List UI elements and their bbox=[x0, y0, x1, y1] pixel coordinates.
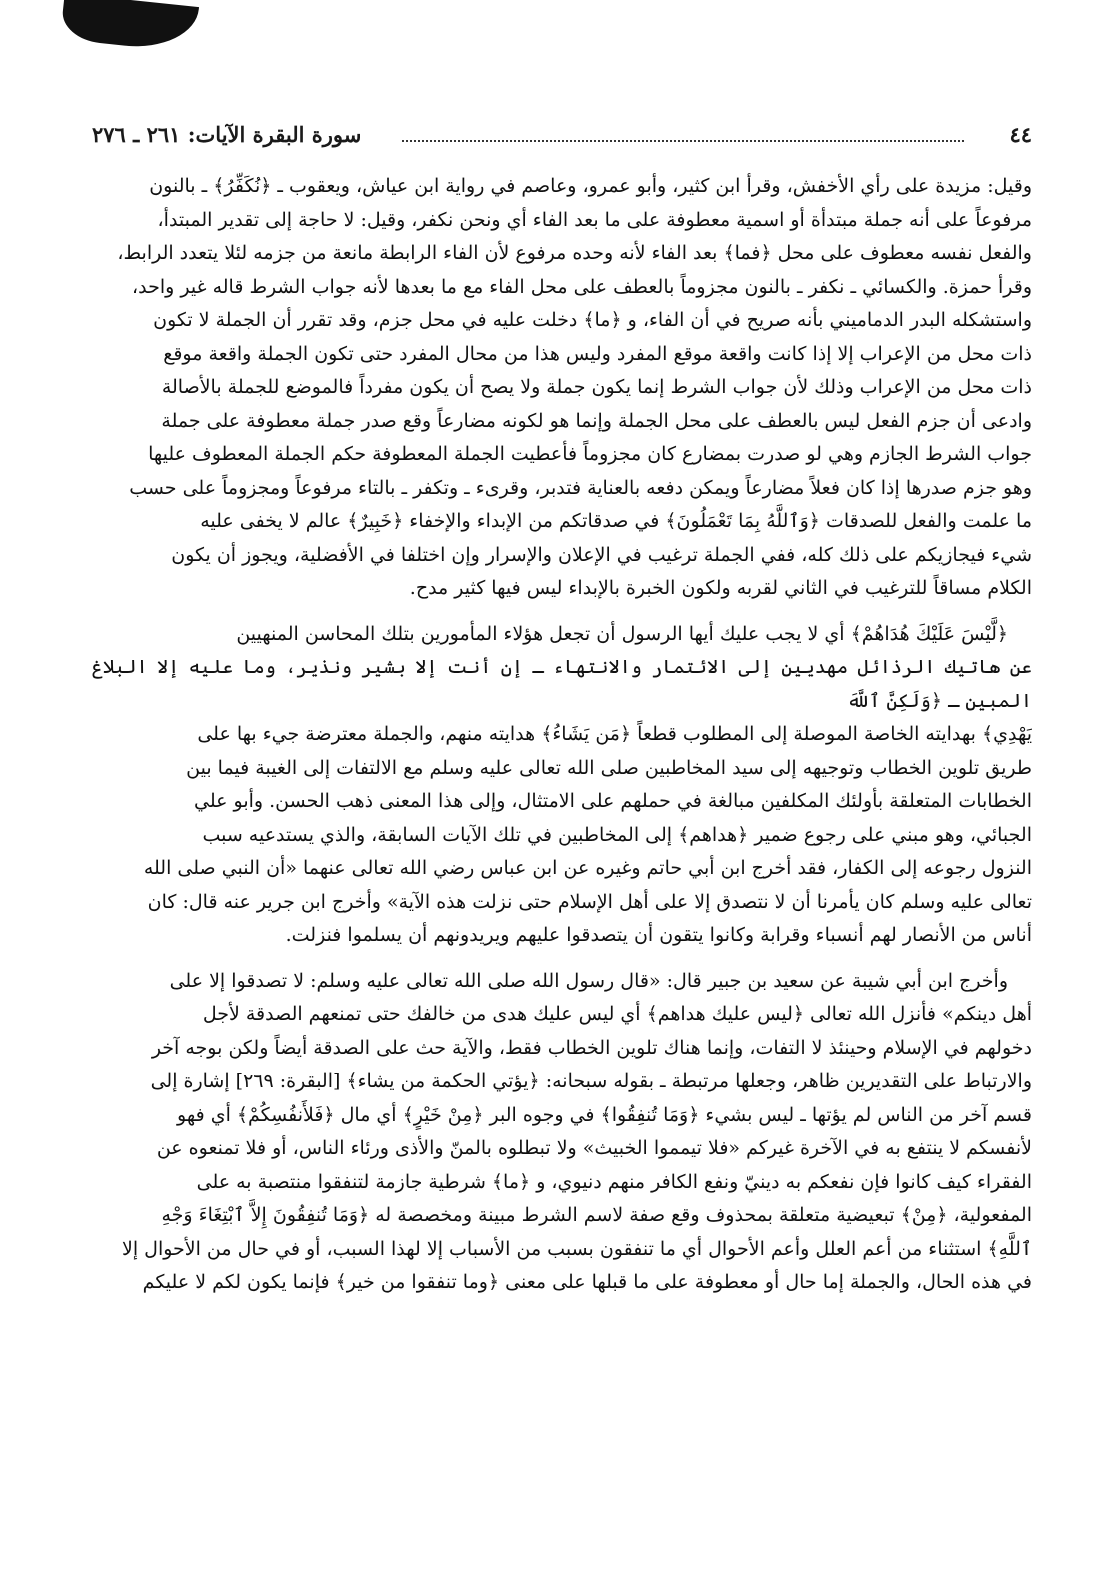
text-line: والفعل نفسه معطوف على محل ﴿فما﴾ بعد الفاء لأنه وحده مرفوع لأن الفاء الرابطة مانعة من جزمه لئلا يتعدد الرابط، bbox=[117, 242, 1032, 264]
text-line: عن هاتيك الرذائل مهديين إلى الائتمار والانتهاء ـ إن أنت إلا بشير ونذير، وما عليه إلا البلاغ المبين ـ ﴿وَلَكِنَّ ٱللَّهَ bbox=[92, 656, 1032, 712]
text-line: والارتباط على التقديرين ظاهر، وجعلها مرتبطة ـ بقوله سبحانه: ﴿يؤتي الحكمة من يشاء﴾ [البقرة: ٢٦٩] إشارة إلى bbox=[150, 1070, 1032, 1092]
text-line: مرفوعاً على أنه جملة مبتدأة أو اسمية معطوفة على ما بعد الفاء أي ونحن نكفر، وقيل: لا حاجة إلى تقدير المبتدأ، bbox=[157, 208, 1032, 231]
text-line: وأخرج ابن أبي شيبة عن سعيد بن جبير قال: «قال رسول الله صلى الله تعالى عليه وسلم: لا تصدقوا إلا على bbox=[169, 969, 1008, 992]
text-line: ذات محل من الإعراب إلا إذا كانت واقعة موقع المفرد وليس هذا من محال المفرد حتى تكون الجملة واقعة موقع bbox=[163, 342, 1032, 365]
text-line: أهل دينكم» فأنزل الله تعالى ﴿ليس عليك هداهم﴾ أي ليس عليك هدى من خالفك حتى تمنعهم الصدقة لأجل bbox=[202, 1003, 1032, 1025]
paragraph-3 bbox=[92, 965, 1032, 1300]
text-line: الكلام مساقاً للترغيب في الثاني لقربه ولكون الخبرة بالإبداء ليس فيها كثير مدح. bbox=[409, 577, 1032, 599]
text-line: وادعى أن جزم الفعل ليس بالعطف على محل الجملة وإنما هو لكونه مضارعاً وقع صدر جملة معطوفة على جملة bbox=[161, 409, 1032, 432]
text-line: يَهْدِي﴾ بهدايته الخاصة الموصلة إلى المطلوب قطعاً ﴿مَن يَشَاءُ﴾ هدايته منهم، والجملة معترضة جيء بها على bbox=[197, 723, 1032, 745]
page-number: ٤٤ bbox=[1009, 122, 1032, 147]
text-line: في هذه الحال، والجملة إما حال أو معطوفة على ما قبلها على معنى ﴿وما تنفقوا من خير﴾ فإنما يكون لكم لا عليكم bbox=[142, 1271, 1032, 1293]
text-line: دخولهم في الإسلام وحينئذ لا التفات، وإنما هناك تلوين الخطاب فقط، والآية حث على الصدقة أيضاً ولكن بوجه آخر bbox=[151, 1036, 1032, 1059]
text-line: ﴿لَّيْسَ عَلَيْكَ هُدَاهُمْ﴾ أي لا يجب عليك أيها الرسول أن تجعل هؤلاء المأمورين بتلك المحاسن المنهيين bbox=[236, 622, 1008, 645]
running-title: سورة البقرة الآيات: ٢٦١ ـ ٢٧٦ bbox=[92, 122, 362, 147]
text-line: ما علمت والفعل للصدقات ﴿وَٱللَّهُ بِمَا تَعْمَلُونَ﴾ في صدقاتكم من الإبداء والإخفاء ﴿خَبِيرٌ﴾ عالم لا يخفى عليه bbox=[200, 510, 1032, 532]
text-line: وهو جزم صدرها إذا كان فعلاً مضارعاً ويمكن دفعه بالعناية فتدبر، وقرىء ـ وتكفر ـ بالتاء مرفوعاً ومجزوماً على حسب bbox=[129, 476, 1032, 499]
paragraph-1 bbox=[92, 170, 1032, 606]
page-header bbox=[92, 122, 1032, 152]
text-line: ذات محل من الإعراب وذلك لأن جواب الشرط إنما يكون جملة ولا يصح أن يكون مفرداً فالموضع للجملة بالأصالة bbox=[161, 376, 1032, 398]
dotted-leader bbox=[402, 132, 964, 142]
text-line: النزول رجوعه إلى الكفار، فقد أخرج ابن أبي حاتم وغيره عن ابن عباس رضي الله تعالى عنهما «أن النبي صلى الله bbox=[143, 857, 1032, 879]
text-line: الفقراء كيف كانوا فإن نفعكم به دينيّ ونفع الكافر منهم دنيوي، و ﴿ما﴾ شرطية جازمة لتنفقوا منتصبة به على bbox=[196, 1170, 1032, 1193]
text-line: ٱللَّهِ﴾ استثناء من أعم العلل وأعم الأحوال أي ما تنفقون بسبب من الأسباب إلا لهذا السبب، أو في حال من الأحوال إلا bbox=[121, 1237, 1032, 1260]
text-line: وقرأ حمزة. والكسائي ـ نكفر ـ بالنون مجزوماً بالعطف على محل الفاء مع ما بعدها لأنه جواب الشرط قاله غير واحد، bbox=[132, 275, 1032, 298]
text-line: واستشكله البدر الدماميني بأنه صريح في أن الفاء، و ﴿ما﴾ دخلت عليه في محل جزم، وقد تقرر أن الجملة لا تكون bbox=[153, 309, 1032, 331]
text-line: تعالى عليه وسلم كان يأمرنا أن لا نتصدق إلا على أهل الإسلام حتى نزلت هذه الآية» وأخرج ابن جرير عنه قال: كان bbox=[147, 890, 1032, 913]
text-line: المفعولية، ﴿مِنْ﴾ تبعيضية متعلقة بمحذوف وقع صفة لاسم الشرط مبينة ومخصصة له ﴿وَمَا تُنفِقُونَ إِلاَّ ٱبْتِغَاءَ وَجْهِ bbox=[161, 1204, 1032, 1226]
text-line: شيء فيجازيكم على ذلك كله، ففي الجملة ترغيب في الإعلان والإسرار وإن اختلفا في الأفضلية، ويجوز أن يكون bbox=[171, 543, 1032, 566]
page-body bbox=[92, 170, 1032, 1565]
text-line: الجبائي، وهو مبني على رجوع ضمير ﴿هداهم﴾ إلى المخاطبين في تلك الآيات السابقة، والذي يستدعيه سبب bbox=[202, 823, 1032, 846]
text-line: وقيل: مزيدة على رأي الأخفش، وقرأ ابن كثير، وأبو عمرو، وعاصم في رواية ابن عياش، ويعقوب ـ ﴿نُكَفِّرُ﴾ ـ بالنون bbox=[149, 175, 1032, 197]
text-line: قسم آخر من الناس لم يؤتها ـ ليس بشيء ﴿وَمَا تُنفِقُوا﴾ في وجوه البر ﴿مِنْ خَيْرٍ﴾ أي مال ﴿فَلأَنفُسِكُمْ﴾ أي فهو bbox=[177, 1103, 1032, 1126]
text-line: الخطابات المتعلقة بأولئك المكلفين مبالغة في حملهم على الامتثال، وإلى هذا المعنى ذهب الحسن. وأبو علي bbox=[194, 790, 1032, 812]
scan-ink-blot bbox=[60, 0, 199, 53]
text-line: لأنفسكم لا ينتفع به في الآخرة غيركم «فلا تيمموا الخبيث» ولا تبطلوه بالمنّ والأذى ورئاء الناس، أو فلا تمنعوه عن bbox=[156, 1137, 1032, 1159]
text-line: جواب الشرط الجازم وهي لو صدرت بمضارع كان مجزوماً فأعطيت الجملة المعطوفة حكم الجملة المعطوف عليها bbox=[148, 443, 1032, 465]
text-line: طريق تلوين الخطاب وتوجيهه إلى سيد المخاطبين صلى الله تعالى عليه وسلم مع الالتفات إلى الغيبة فيما بين bbox=[186, 756, 1032, 779]
text-line: أناس من الأنصار لهم أنسباء وقرابة وكانوا يتقون أن يتصدقوا عليهم ويريدونهم أن يسلموا فنزلت. bbox=[285, 924, 1032, 946]
paragraph-2 bbox=[92, 618, 1032, 953]
